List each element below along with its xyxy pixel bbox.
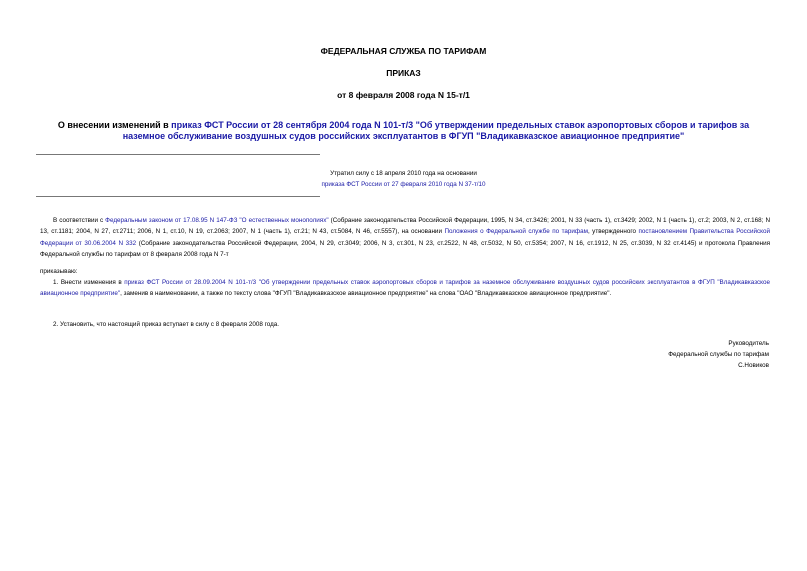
preamble-paragraph [40,215,770,261]
doc-type-heading: ПРИКАЗ [386,68,421,78]
title-prefix: О внесении изменений в [57,120,172,130]
government-decree-link[interactable]: постановлением Правительства Российской Федерации от 30.06.2004 N 332 [40,228,770,247]
preamble-text-4: (Собрание законодательства Российской Федерации, 2004, N 29, ст.3049; 2006, N 3, ст.301, N 23, ст.2522, N 48, ст.5032, N 50, ст.5354; 2007, N 16, ст.1912, N 25, ст.3039, N 32 ст.4145) и протокола Правления Федеральной службы по тарифам от 8 февраля 2008 года N 7-т [40,239,770,259]
regulation-link[interactable]: Положения о Федеральной службе по тарифам [444,228,588,236]
item-1-paragraph [40,277,770,300]
preamble-text-2: (Собрание законодательства Российской Федерации, 1995, N 34, ст.3426; 2001, N 33 (часть 1), ст.3429; 2002, N 1 (часть 1), ст.2; 2003, N 2, ст.168; N 13, ст.1181; 2004, N 27, ст.2711; 2006, N 1, ст.10, N 19, ст.2063; 2007, N 1 (часть 1), ст.21; N 43, ст.5084, N 46, ст.5557), на основании [40,217,771,236]
title-amended-order-link[interactable]: приказ ФСТ России от 28 сентября 2004 года N 101-т/3 "Об утверждении предельных ставок аэропортовых сборов и тарифов за наземное обслуживание воздушных судов российских эксплуатантов в ФГУП "Владикавказское авиационное предприятие" [122,120,750,141]
preamble-text-3: , утвержденного [587,228,639,236]
item-2-paragraph [40,319,770,330]
divider-bottom [36,196,320,197]
item-2-text: 2. Установить, что настоящий приказ вступает в силу с 8 февраля 2008 года. [53,321,280,328]
signature-name: С.Новиков [738,362,769,369]
signature-agency: Федеральной службы по тарифам [668,351,769,358]
item-1-order-link[interactable]: приказ ФСТ России от 28.09.2004 N 101-т/3 "Об утверждении предельных ставок аэропортовых сборов и тарифов за наземное обслуживание воздушных судов российских эксплуатантов в ФГУП "Владикавказское авиационное предприятие" [40,279,770,298]
status-repeal-link[interactable]: приказа ФСТ России от 27 февраля 2010 года N 37-т/10 [321,181,486,188]
signature-block [569,338,769,371]
document-title [36,120,771,142]
signature-position: Руководитель [728,340,769,347]
preamble-text-1: В соответствии с [53,217,106,224]
item-1-text-1: 1. Внести изменения в [53,279,125,286]
status-text: Утратил силу с 18 апреля 2010 года на основании [330,170,477,177]
date-number-heading: от 8 февраля 2008 года N 15-т/1 [337,90,470,100]
status-note [36,168,771,190]
federal-law-link[interactable]: Федеральным законом от 17.08.95 N 147-ФЗ "О естественных монополиях" [105,217,329,224]
agency-heading: ФЕДЕРАЛЬНАЯ СЛУЖБА ПО ТАРИФАМ [320,46,487,56]
divider-top [36,154,320,155]
order-word: приказываю: [40,268,78,275]
item-1-text-2: , заменив в наименовании, а также по тексту слова "ФГУП "Владикавказское авиационное предприятие" на слова "ОАО "Владикавказское авиационное предприятие". [120,290,612,298]
